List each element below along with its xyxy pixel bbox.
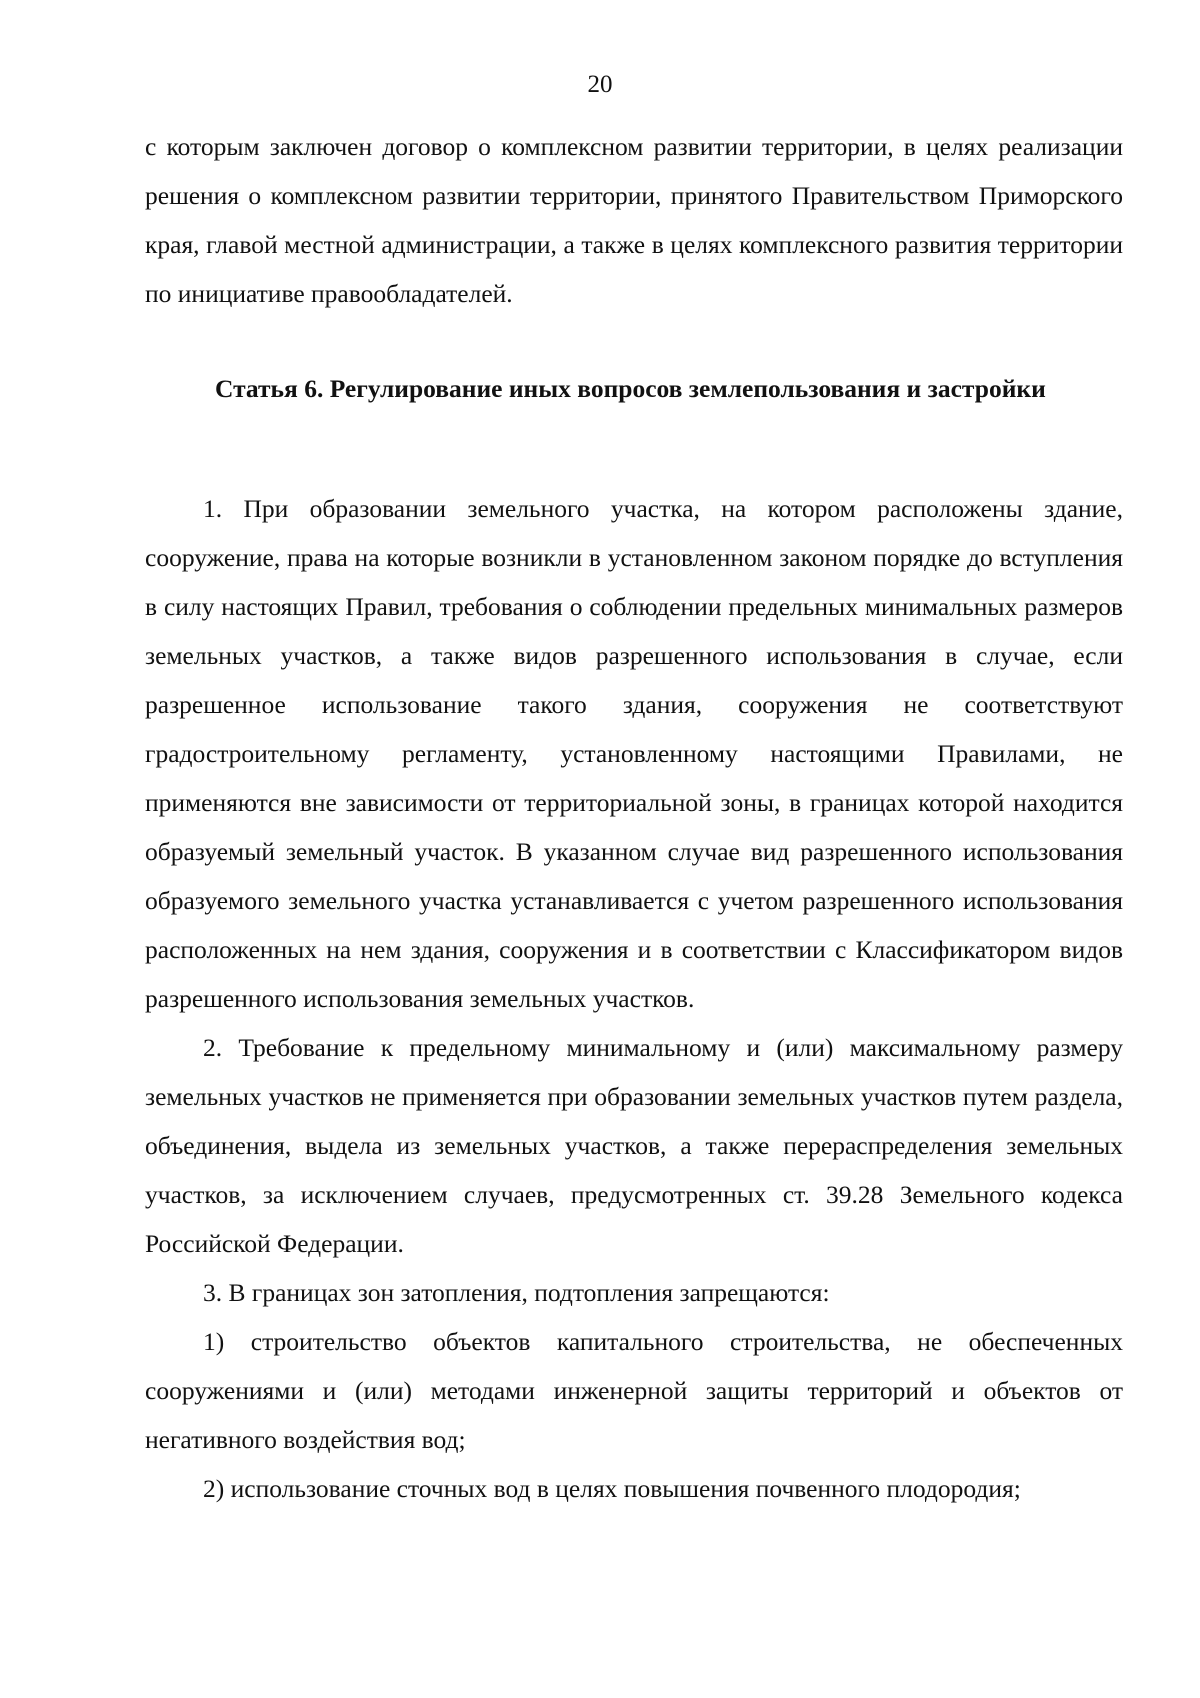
article-heading xyxy=(145,372,1123,406)
paragraph: 2. Требование к предельному минимальному и (или) максимальному размеру земельных участков не применяется при образовании земельных участков путем раздела, объединения, выдела из земельных участков, а также перераспределения земельных участков, за исключением случаев, предусмотренных ст. 39.28 Земельного кодекса Российской Федерации. xyxy=(145,1033,1123,1258)
paragraph: 3. В границах зон затопления, подтопления запрещаются: xyxy=(203,1278,830,1307)
paragraph: 2) использование сточных вод в целях повышения почвенного плодородия; xyxy=(203,1474,1021,1503)
article-body xyxy=(145,484,1123,1513)
intro-paragraph: с которым заключен договор о комплексном развитии территории, в целях реализации решения о комплексном развитии территории, принятого Правительством Приморского края, главой местной администрации, а также в целях комплексного развития территории по инициативе правообладателей. xyxy=(145,132,1123,308)
paragraph: 1. При образовании земельного участка, на котором расположены здание, сооружение, права на которые возникли в установленном законом порядке до вступления в силу настоящих Правил, требования о соблюдении предельных минимальных размеров земельных участков, а также видов разрешенного использования в случае, если разрешенное использование такого здания, сооружения не соответствуют градостроительному регламенту, установленному настоящими Правилами, не применяются вне зависимости от территориальной зоны, в границах которой находится образуемый земельный участок. В указанном случае вид разрешенного использования образуемого земельного участка устанавливается с учетом разрешенного использования расположенных на нем здания, сооружения и в соответствии с Классификатором видов разрешенного использования земельных участков. xyxy=(145,494,1123,1013)
page-number: 20 xyxy=(587,71,613,98)
paragraph: 1) строительство объектов капитального строительства, не обеспеченных сооружениями и (или) методами инженерной защиты территорий и объектов от негативного воздействия вод; xyxy=(145,1327,1123,1454)
article-heading-text: Статья 6. Регулирование иных вопросов землепользования и застройки xyxy=(215,374,1046,403)
